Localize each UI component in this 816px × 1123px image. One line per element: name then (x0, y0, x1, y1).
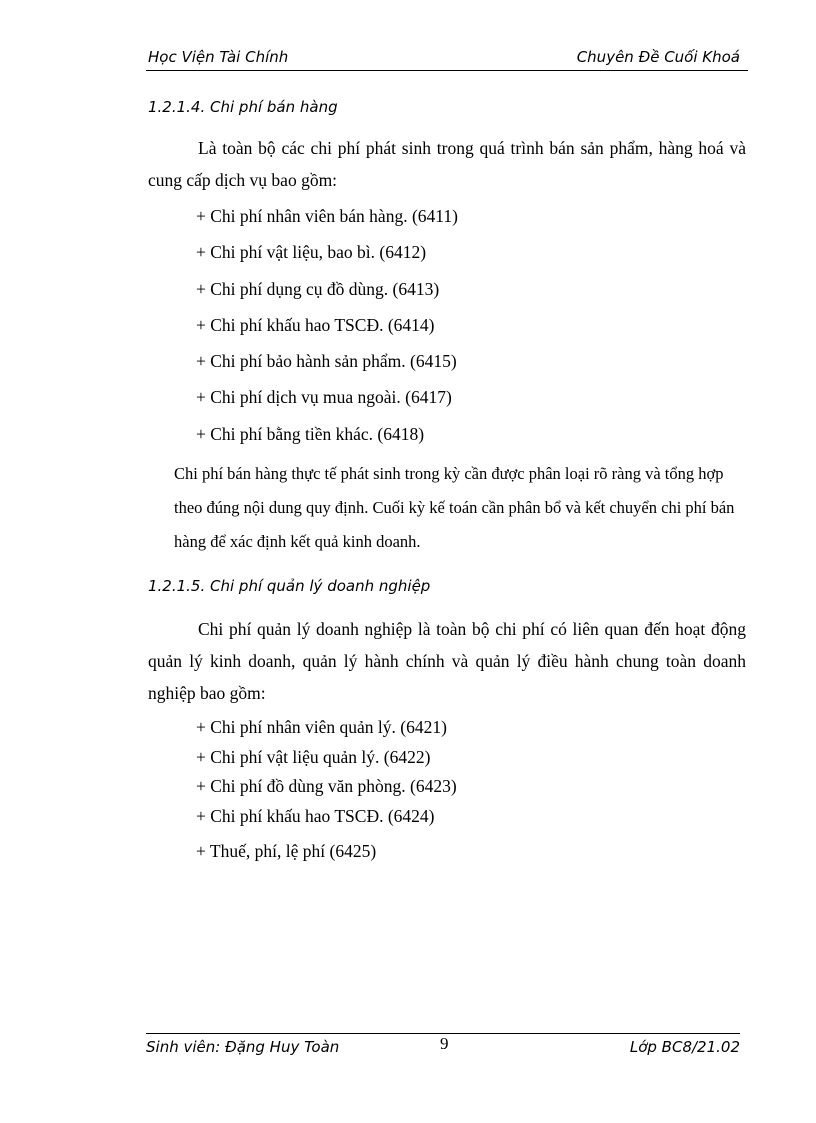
list-item: + Chi phí khấu hao TSCĐ. (6414) (196, 315, 435, 335)
section-heading-admin-expenses: 1.2.1.5. Chi phí quản lý doanh nghiệp (148, 577, 431, 595)
header-institution: Học Viện Tài Chính (148, 48, 289, 66)
list-item: + Chi phí nhân viên quản lý. (6421) (196, 717, 447, 737)
list-item: + Chi phí khấu hao TSCĐ. (6424) (196, 806, 435, 826)
page-number: 9 (440, 1034, 449, 1053)
footer-student-name: Sinh viên: Đặng Huy Toàn (146, 1038, 340, 1056)
selling-expenses-closing: Chi phí bán hàng thực tế phát sinh trong kỳ cần được phân loại rõ ràng và tổng hợp theo đúng nội dung quy định. Cuối kỳ kế toán cần phân bổ và kết chuyển chi phí bán hàng để xác định kết quả kinh doanh. (174, 464, 735, 551)
list-item: + Chi phí nhân viên bán hàng. (6411) (196, 206, 458, 226)
list-item: + Chi phí bảo hành sản phẩm. (6415) (196, 351, 457, 371)
list-item: + Chi phí dụng cụ đồ dùng. (6413) (196, 279, 440, 299)
list-item: + Thuế, phí, lệ phí (6425) (196, 841, 377, 861)
admin-expenses-intro: Chi phí quản lý doanh nghiệp là toàn bộ chi phí có liên quan đến hoạt động quản lý kinh doanh, quản lý hành chính và quản lý điều hành chung toàn doanh nghiệp bao gồm: (148, 619, 746, 703)
list-item: + Chi phí dịch vụ mua ngoài. (6417) (196, 387, 452, 407)
header-document-type: Chuyên Đề Cuối Khoá (576, 48, 740, 66)
list-item: + Chi phí vật liệu quản lý. (6422) (196, 747, 431, 767)
header-rule (146, 70, 748, 71)
section-heading-selling-expenses: 1.2.1.4. Chi phí bán hàng (148, 98, 338, 116)
selling-expenses-intro: Là toàn bộ các chi phí phát sinh trong quá trình bán sản phẩm, hàng hoá và cung cấp dịch vụ bao gồm: (148, 138, 746, 190)
list-item: + Chi phí đồ dùng văn phòng. (6423) (196, 776, 457, 796)
footer-class-code: Lớp BC8/21.02 (629, 1038, 740, 1056)
list-item: + Chi phí vật liệu, bao bì. (6412) (196, 242, 427, 262)
list-item: + Chi phí bằng tiền khác. (6418) (196, 424, 425, 444)
